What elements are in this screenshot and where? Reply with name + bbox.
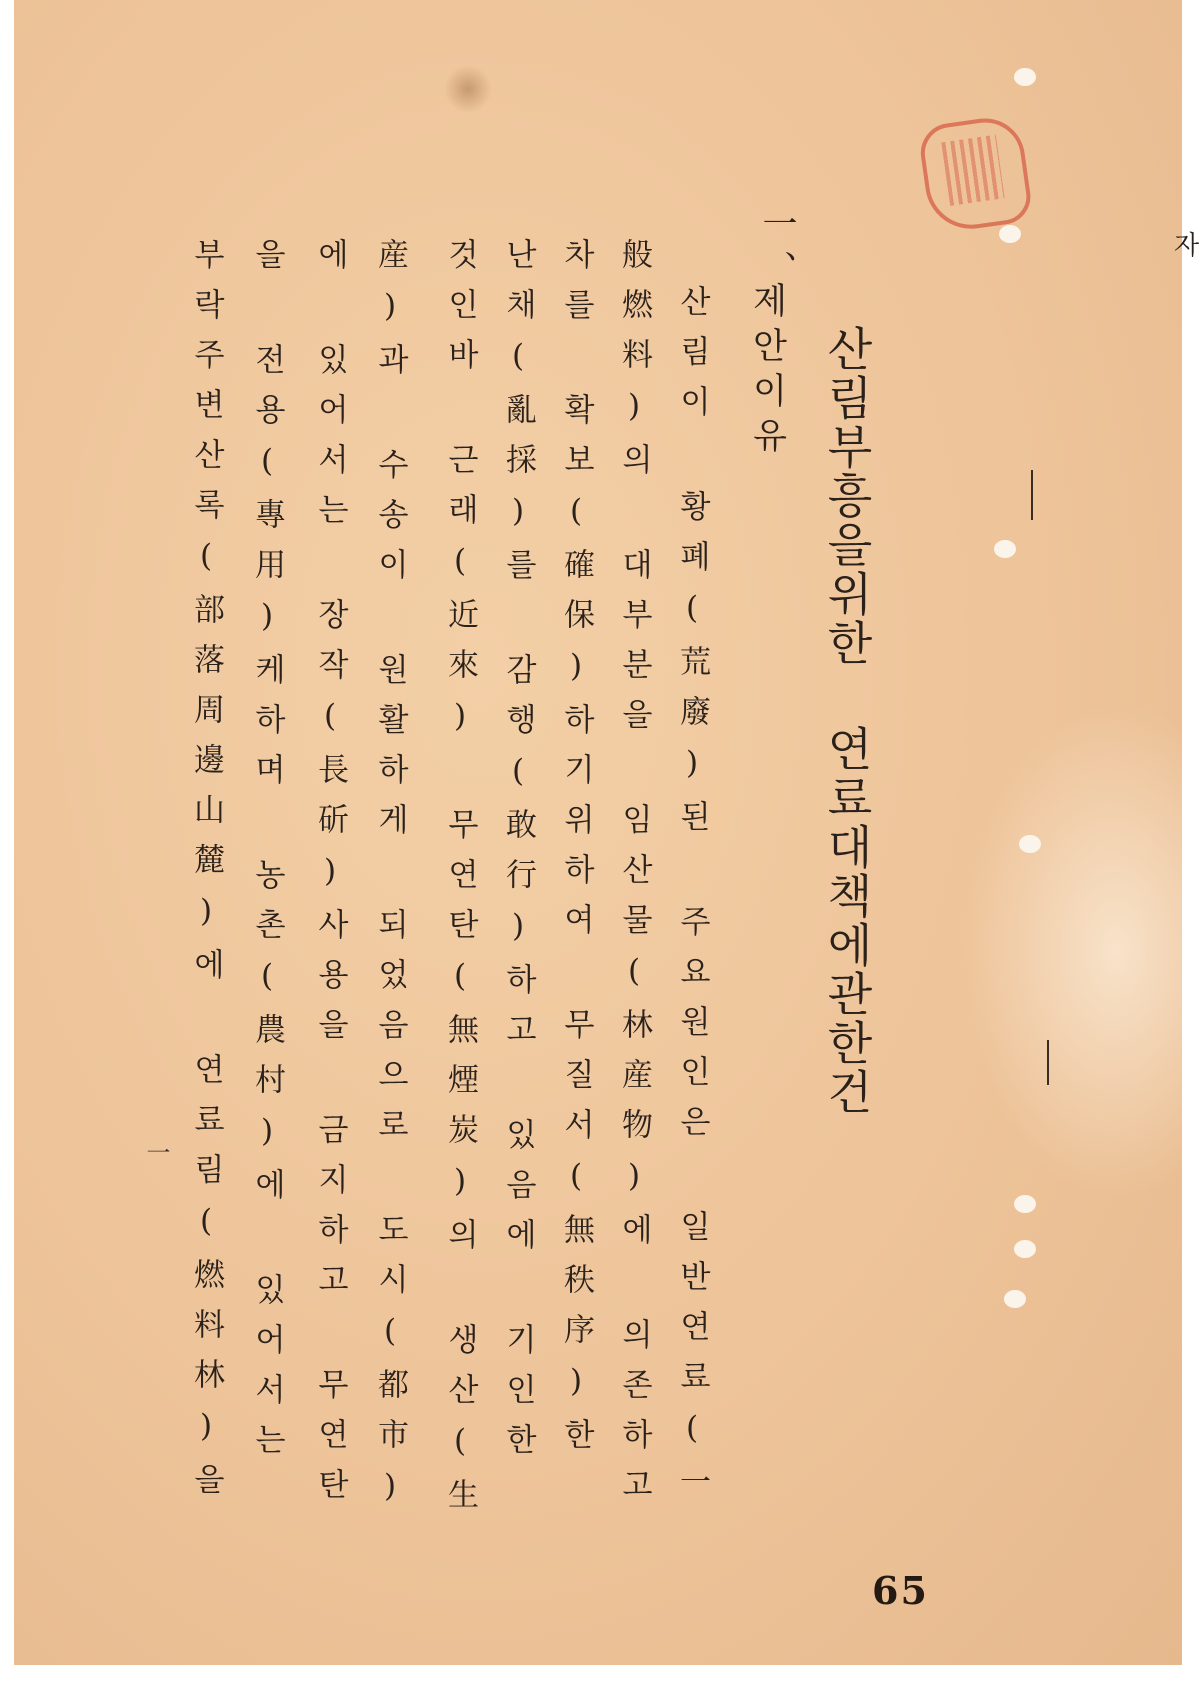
document-title: 산림부흥을위한 연료대책에관한건 [820,325,874,1117]
body-column: 부락주변산록(部落周邊山麓)에 연료림(燃料林)을 [188,238,224,1513]
edge-tab-label: 자 [1174,231,1200,261]
punch-hole [999,225,1021,243]
punch-hole [1014,1240,1036,1258]
document-page [14,0,1200,1665]
page-stain [962,700,1182,1200]
body-column: 般燃料)의 대부분을 임산물(林産物)에 의존하고 [616,238,652,1518]
body-column: 에 있어서는 장작(長斫)사용을 금지하고 무연탄 [312,238,348,1518]
body-column: 것인바 근래(近來) 무연탄(無煙炭)의 생산(生 [442,238,478,1528]
body-column: 산림이 황폐(荒廢)된 주요원인은 일반연료(一 [674,285,710,1515]
body-column: 난채(亂採)를 감행(敢行)하고 있음에 기인한 [500,238,536,1473]
punch-hole [1014,68,1036,86]
body-column: 産)과 수송이 원활하게 되었음으로 도시(都市) [372,238,408,1523]
body-column: 차를 확보(確保)하기위하여 무질서(無秩序)한 [558,238,594,1468]
punch-hole [1014,1195,1036,1213]
subheading: 제안이유 [747,282,787,462]
body-column: 을 전용(專用)케하며 농촌(農村)에 있어서는 [249,238,285,1473]
punch-hole [1004,1290,1026,1308]
margin-mark: 一 [142,1140,170,1164]
margin-tick [1047,1040,1049,1085]
margin-tick [1031,470,1033,520]
punch-hole [994,540,1016,558]
punch-hole [1019,835,1041,853]
section-heading: 一、 [757,205,797,295]
ink-smudge [444,65,492,113]
red-seal-stamp [917,113,1034,234]
page-number: 65 [872,1568,929,1613]
